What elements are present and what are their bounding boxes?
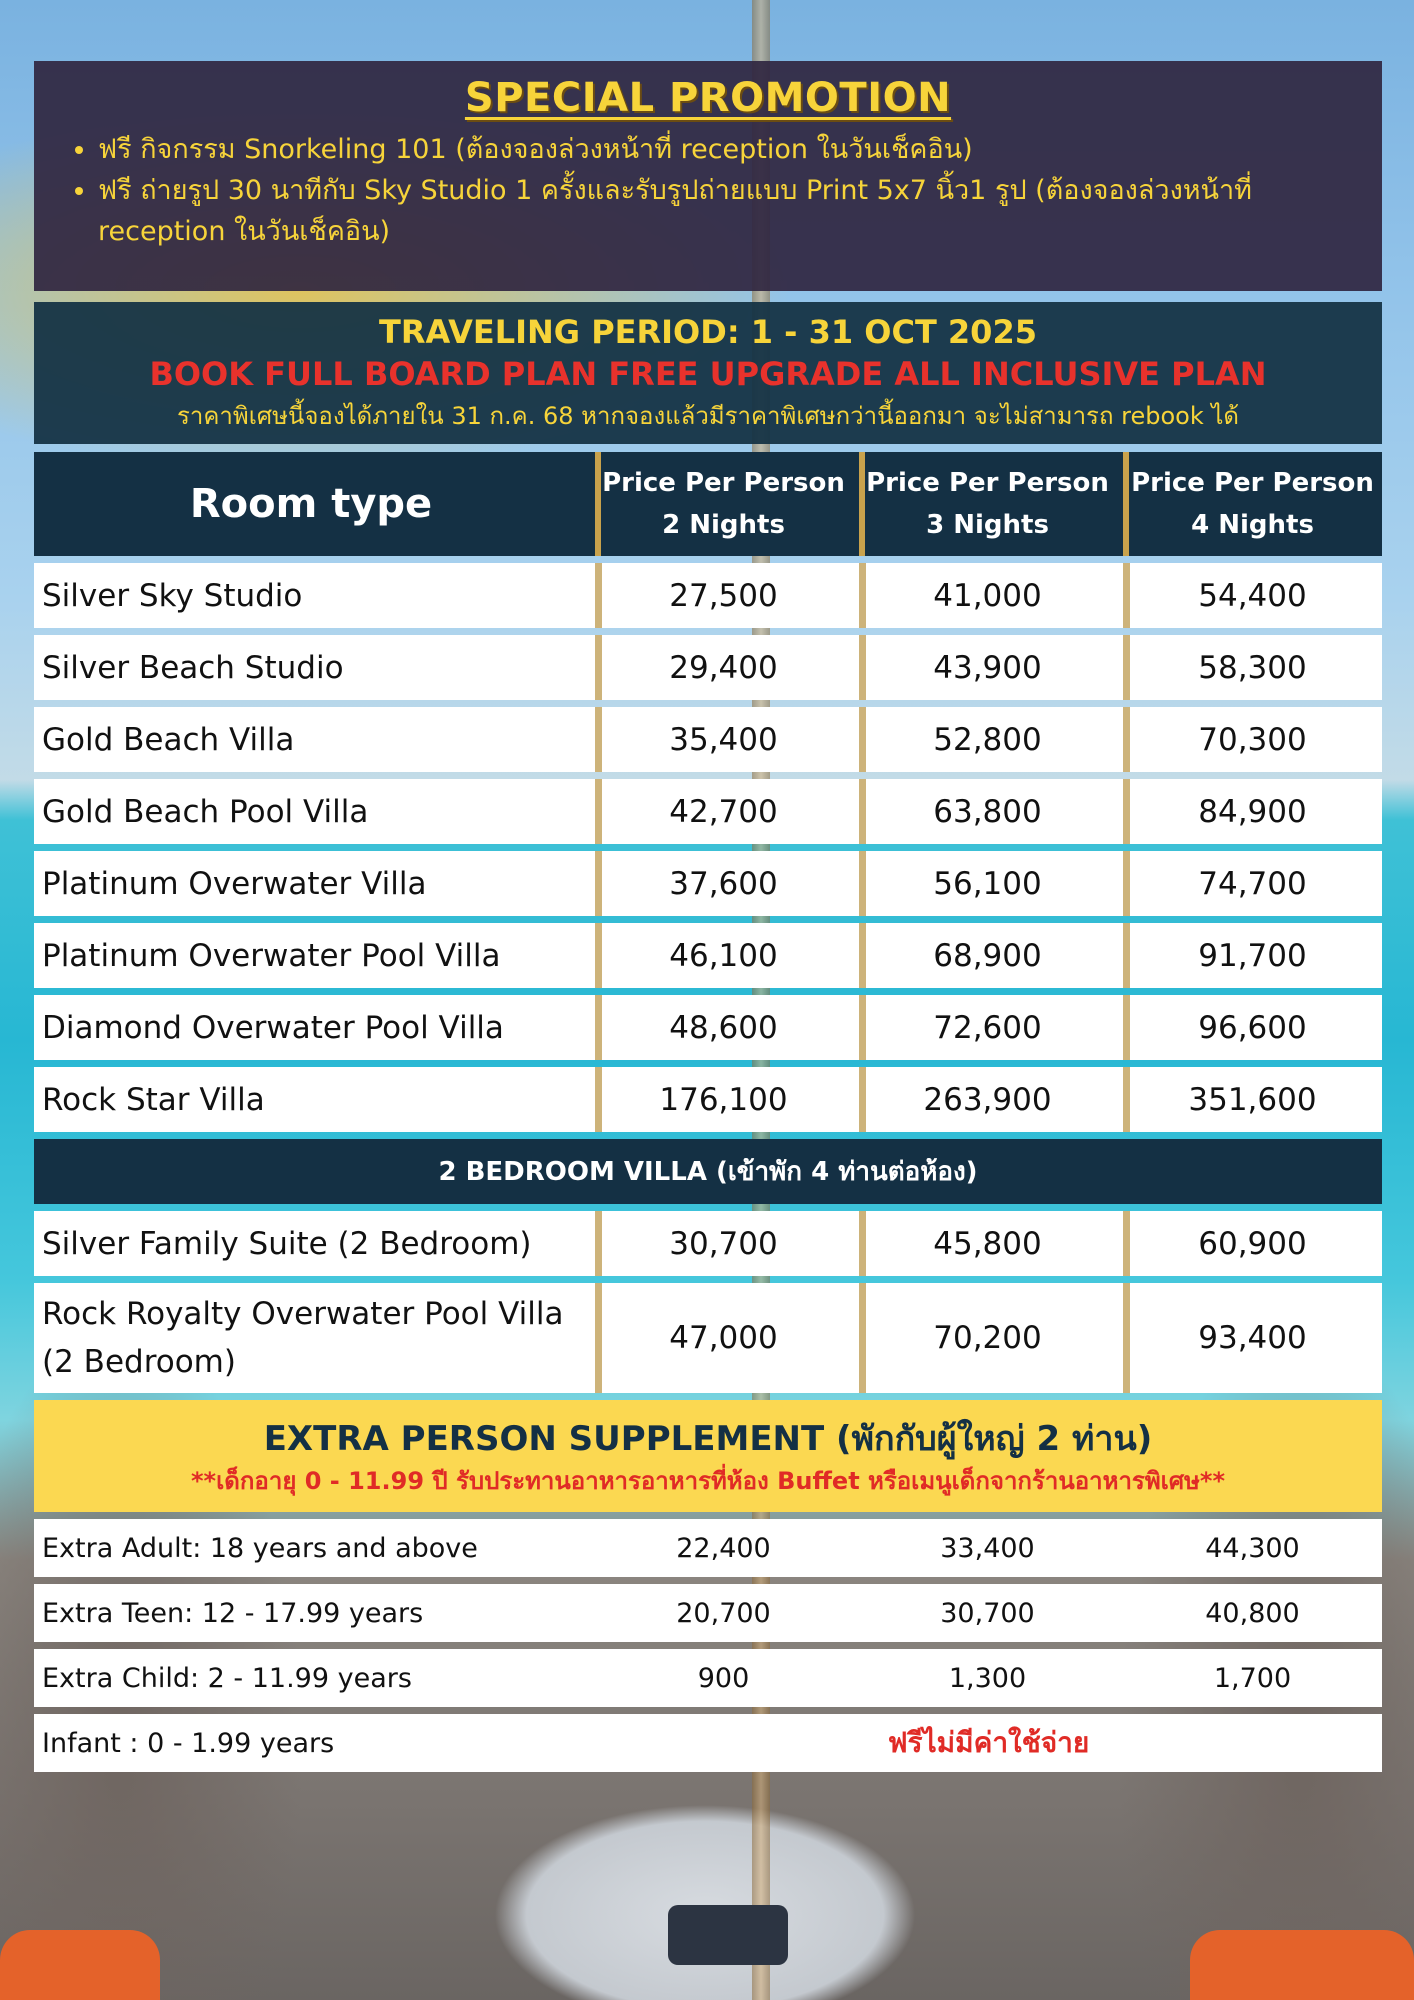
traveling-period-banner — [34, 302, 1382, 444]
price-4-nights: 351,600 — [1116, 1067, 1382, 1132]
rate-table — [34, 445, 1382, 1779]
price-4-nights: 84,900 — [1116, 779, 1382, 844]
header-4-nights — [1116, 452, 1382, 556]
table-row — [34, 635, 1382, 700]
price-4-nights: 70,300 — [1116, 707, 1382, 772]
price-3-nights: 56,100 — [852, 851, 1116, 916]
header-3-nights — [852, 452, 1116, 556]
price-4-nights: 58,300 — [1116, 635, 1382, 700]
price-2-nights: 900 — [588, 1649, 852, 1707]
price-2-nights: 48,600 — [588, 995, 852, 1060]
two-bedroom-title: 2 BEDROOM VILLA (เข้าพัก 4 ท่านต่อห้อง) — [34, 1139, 1382, 1204]
price-2-nights: 47,000 — [588, 1283, 852, 1393]
price-2-nights: 27,500 — [588, 563, 852, 628]
price-2-nights: 46,100 — [588, 923, 852, 988]
price-2-nights: 20,700 — [588, 1584, 852, 1642]
extra-person-type: Infant : 0 - 1.99 years — [34, 1714, 588, 1772]
room-name: Gold Beach Villa — [34, 707, 588, 772]
price-4-nights: 54,400 — [1116, 563, 1382, 628]
price-4-nights: 93,400 — [1116, 1283, 1382, 1393]
room-name: Silver Sky Studio — [34, 563, 588, 628]
extra-person-type: Extra Adult: 18 years and above — [34, 1519, 588, 1577]
infant-free-note: ฟรีไม่มีค่าใช้จ่าย — [588, 1714, 1382, 1772]
extra-person-title: EXTRA PERSON SUPPLEMENT (พักกับผู้ใหญ่ 2 ท่าน) — [263, 1419, 1153, 1459]
table-row — [34, 1584, 1382, 1642]
header-nights: 4 Nights — [1191, 510, 1314, 540]
price-4-nights: 44,300 — [1116, 1519, 1382, 1577]
price-3-nights: 63,800 — [852, 779, 1116, 844]
table-row — [34, 1714, 1382, 1772]
price-3-nights: 263,900 — [852, 1067, 1116, 1132]
table-row — [34, 923, 1382, 988]
price-3-nights: 52,800 — [852, 707, 1116, 772]
two-bedroom-section-header — [34, 1139, 1382, 1204]
room-name: Silver Beach Studio — [34, 635, 588, 700]
price-2-nights: 37,600 — [588, 851, 852, 916]
price-4-nights: 40,800 — [1116, 1584, 1382, 1642]
price-3-nights: 41,000 — [852, 563, 1116, 628]
room-name-line: (2 Bedroom) — [42, 1344, 236, 1380]
header-room-type: Room type — [34, 452, 588, 556]
room-name: Gold Beach Pool Villa — [34, 779, 588, 844]
header-nights: 2 Nights — [662, 510, 785, 540]
promotion-item: • ฟรี กิจกรรม Snorkeling 101 (ต้องจองล่วงหน้าที่ reception ในวันเช็คอิน) — [98, 129, 1358, 170]
price-2-nights: 29,400 — [588, 635, 852, 700]
price-3-nights: 1,300 — [852, 1649, 1116, 1707]
table-row — [34, 1211, 1382, 1276]
price-3-nights: 33,400 — [852, 1519, 1116, 1577]
header-price-label: Price Per Person — [1131, 468, 1374, 498]
extra-person-type: Extra Teen: 12 - 17.99 years — [34, 1584, 588, 1642]
price-2-nights: 35,400 — [588, 707, 852, 772]
header-price-label: Price Per Person — [602, 468, 845, 498]
price-3-nights: 72,600 — [852, 995, 1116, 1060]
extra-person-type: Extra Child: 2 - 11.99 years — [34, 1649, 588, 1707]
table-row — [34, 779, 1382, 844]
table-row — [34, 995, 1382, 1060]
price-4-nights: 1,700 — [1116, 1649, 1382, 1707]
price-2-nights: 176,100 — [588, 1067, 852, 1132]
table-row — [34, 707, 1382, 772]
price-4-nights: 96,600 — [1116, 995, 1382, 1060]
room-name: Platinum Overwater Pool Villa — [34, 923, 588, 988]
promotion-item: • ฟรี ถ่ายรูป 30 นาทีกับ Sky Studio 1 ครั้งและรับรูปถ่ายแบบ Print 5x7 นิ้ว1 รูป (ต้องจองล่วงหน้าที่ reception ในวันเช็คอิน) — [98, 170, 1358, 252]
price-2-nights: 22,400 — [588, 1519, 852, 1577]
price-2-nights: 30,700 — [588, 1211, 852, 1276]
header-2-nights — [588, 452, 852, 556]
price-3-nights: 70,200 — [852, 1283, 1116, 1393]
price-3-nights: 45,800 — [852, 1211, 1116, 1276]
extra-person-note: **เด็กอายุ 0 - 11.99 ปี รับประทานอาหารอาหารที่ห้อง Buffet หรือเมนูเด็กจากร้านอาหารพิเศษ** — [191, 1467, 1225, 1495]
room-name-line: Rock Royalty Overwater Pool Villa — [42, 1296, 564, 1332]
price-4-nights: 91,700 — [1116, 923, 1382, 988]
table-row — [34, 563, 1382, 628]
booking-condition: ราคาพิเศษนี้จองได้ภายใน 31 ก.ค. 68 หากจองแล้วมีราคาพิเศษกว่านี้ออกมา จะไม่สามารถ rebook ได้ — [176, 402, 1239, 430]
price-3-nights: 30,700 — [852, 1584, 1116, 1642]
room-name — [34, 1283, 588, 1393]
table-row — [34, 851, 1382, 916]
room-name: Diamond Overwater Pool Villa — [34, 995, 588, 1060]
header-nights: 3 Nights — [926, 510, 1049, 540]
background-cushion-left — [0, 1930, 160, 2000]
background-cushion-right — [1190, 1930, 1414, 2000]
traveling-period: TRAVELING PERIOD: 1 - 31 OCT 2025 — [379, 313, 1037, 351]
extra-person-banner — [34, 1400, 1382, 1512]
promotion-list — [58, 129, 1358, 252]
room-name: Rock Star Villa — [34, 1067, 588, 1132]
price-4-nights: 60,900 — [1116, 1211, 1382, 1276]
promotion-title: SPECIAL PROMOTION — [464, 75, 952, 121]
special-promotion-panel — [34, 61, 1382, 291]
extra-person-header — [34, 1400, 1382, 1512]
room-name: Platinum Overwater Villa — [34, 851, 588, 916]
price-3-nights: 43,900 — [852, 635, 1116, 700]
price-3-nights: 68,900 — [852, 923, 1116, 988]
table-row — [34, 1067, 1382, 1132]
price-2-nights: 42,700 — [588, 779, 852, 844]
header-price-label: Price Per Person — [866, 468, 1109, 498]
upgrade-offer: BOOK FULL BOARD PLAN FREE UPGRADE ALL INCLUSIVE PLAN — [149, 355, 1267, 393]
price-4-nights: 74,700 — [1116, 851, 1382, 916]
table-row — [34, 1283, 1382, 1393]
room-name: Silver Family Suite (2 Bedroom) — [34, 1211, 588, 1276]
background-tray — [668, 1905, 788, 1965]
table-row — [34, 1519, 1382, 1577]
table-header-row — [34, 452, 1382, 556]
table-row — [34, 1649, 1382, 1707]
